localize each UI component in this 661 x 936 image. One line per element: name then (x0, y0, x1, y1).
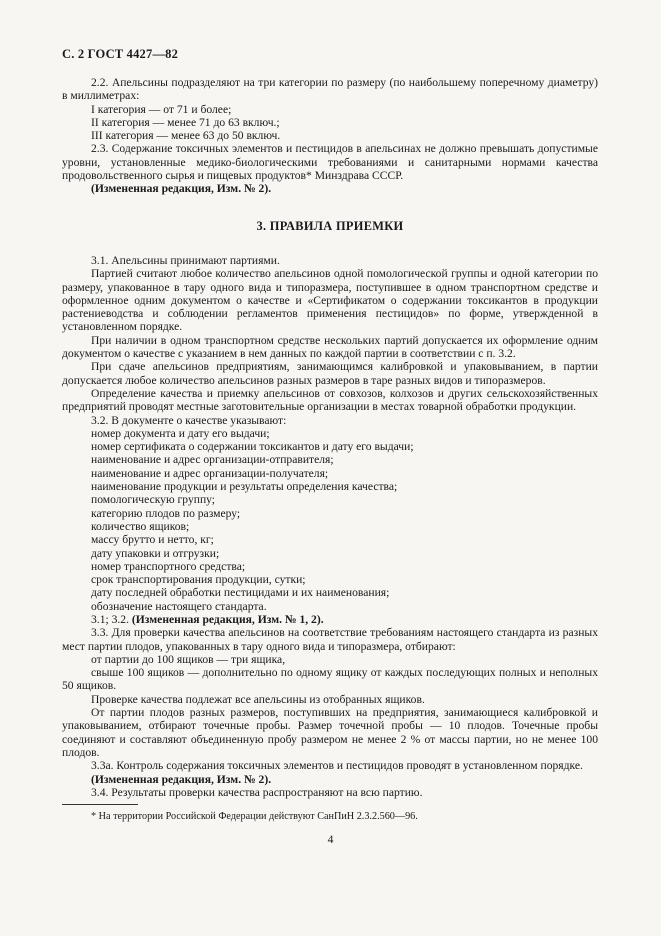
amendment-prefix: 3.1; 3.2. (91, 612, 132, 626)
clause-3-3: 3.3. Для проверки качества апельсинов на соответствие требованиям настоящего стандарта из разных мест партии плодов, упакованных в тару одного вида и типоразмера, отбирают: (62, 626, 598, 653)
document-field-item: количество ящиков; (91, 519, 190, 533)
clause-3-1-batch: Партией считают любое количество апельсинов одной помологической группы и одной категории по размеру, упакованное в тару одного вида и типоразмера, поступившее в одном транспортном средстве и оформленное одним документом о качестве и «Сертификатом о содержании токсикантов в продукции растениеводства и соблюдении регламентов применения пестицидов» по форме, утвержденной в установленном порядке. (62, 267, 598, 334)
clause-3-3-small: от партии до 100 ящиков — три ящика, (91, 652, 286, 666)
clause-2-3: 2.3. Содержание токсичных элементов и пестицидов в апельсинах не должно превышать допустимые уровни, установленные медико-биологическими требованиями и санитарными нормами качества продовольственного сырья и пищевых продуктов* Минздрава СССР. (62, 142, 598, 183)
page-number: 4 (327, 833, 334, 846)
page-header: С. 2 ГОСТ 4427—82 (62, 47, 179, 61)
document-body (62, 76, 598, 823)
clause-3-1-calibration: При сдаче апельсинов предприятиям, занимающимся калибровкой и упаковыванием, в партии допускается любое количество апельсинов разных размеров в таре разных видов и типоразмеров. (62, 360, 598, 387)
clause-2-2: 2.2. Апельсины подразделяют на три категории по размеру (по наибольшему поперечному диаметру) в миллиметрах: (62, 76, 598, 103)
clause-3-1-quality: Определение качества и приемку апельсинов от совхозов, колхозов и других сельскохозяйственных предприятий проводят местные заготовительные организации в местах товарной обработки продукции. (62, 386, 598, 414)
document-field-item: номер транспортного средства; (91, 559, 246, 573)
amendment-note: (Измененная редакция, Изм. № 2). (91, 182, 272, 196)
clause-3-3-check: Проверке качества подлежат все апельсины из отобранных ящиков. (91, 692, 425, 706)
document-field-item: номер сертификата о содержании токсикантов и дату его выдачи; (91, 440, 414, 454)
amendment-note-1-2 (62, 613, 598, 626)
document-fields-list (62, 427, 598, 613)
document-field-item: наименование и адрес организации-получателя; (91, 466, 329, 480)
document-field-item: обозначение настоящего стандарта. (91, 599, 267, 613)
category-1: I категория — от 71 и более; (91, 102, 232, 116)
amendment-bold: (Измененная редакция, Изм. № 1, 2). (131, 612, 324, 626)
document-field-item: наименование продукции и результаты определения качества; (91, 480, 398, 494)
document-field-item: дату упаковки и отгрузки; (91, 546, 220, 560)
document-field-item: дату последней обработки пестицидами и их наименования; (91, 586, 390, 600)
document-field-item: помологическую группу; (91, 493, 216, 507)
footnote: * На территории Российской Федерации действуют СанПиН 2.3.2.560—96. (91, 811, 418, 823)
clause-3-1-multiple: При наличии в одном транспортном средстве нескольких партий допускается их оформление одним документом о качестве с указанием в нем данных по каждой партии в соответствии с п. 3.2. (62, 333, 598, 361)
document-field-item: массу брутто и нетто, кг; (91, 533, 214, 547)
clause-3-3-large: свыше 100 ящиков — дополнительно по одному ящику от каждых последующих полных и неполных 50 ящиков. (62, 666, 598, 693)
amendment-note-2: (Измененная редакция, Изм. № 2). (91, 772, 272, 786)
clause-3-4: 3.4. Результаты проверки качества распространяют на всю партию. (91, 785, 423, 799)
category-2: II категория — менее 71 до 63 включ.; (91, 115, 280, 129)
clause-3-3a: 3.3а. Контроль содержания токсичных элементов и пестицидов проводят в установленном порядке. (91, 759, 583, 773)
clause-3-1: 3.1. Апельсины принимают партиями. (91, 253, 280, 267)
document-field-item: номер документа и дату его выдачи; (91, 426, 270, 440)
document-field-item: наименование и адрес организации-отправителя; (91, 453, 334, 467)
category-3: III категория — менее 63 до 50 включ. (91, 129, 281, 143)
clause-3-2: 3.2. В документе о качестве указывают: (91, 413, 287, 427)
footnote-rule (62, 804, 138, 805)
document-field-item: категорию плодов по размеру; (91, 506, 241, 520)
clause-3-3-samples: От партии плодов разных размеров, поступивших на предприятия, занимающиеся калибровкой и упаковыванием, отбирают точечные пробы. Размер точечной пробы — 10 плодов. Точечные пробы соединяют и составляют объединенную пробу размером не менее 2 % от массы партии, но не менее 100 плодов. (62, 706, 598, 759)
section-3-title: 3. ПРАВИЛА ПРИЕМКИ (256, 218, 404, 233)
document-field-item: срок транспортирования продукции, сутки; (91, 573, 306, 587)
